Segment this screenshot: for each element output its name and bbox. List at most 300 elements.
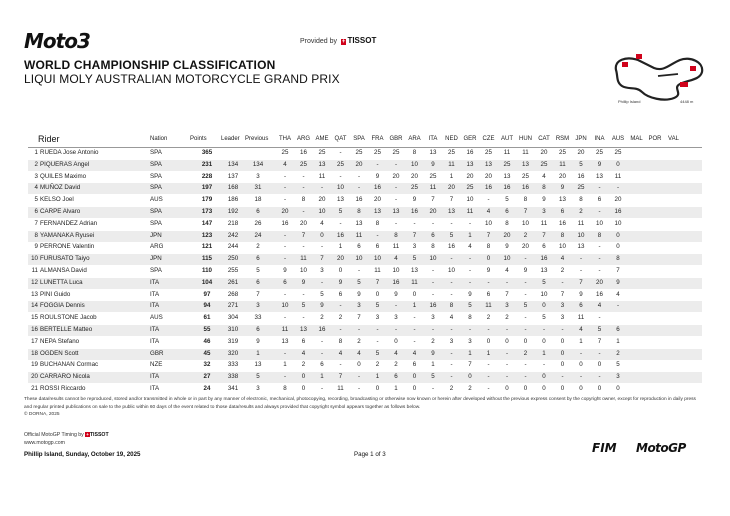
race-points-cell: 10 (374, 255, 381, 263)
race-points-cell: 4 (542, 172, 546, 180)
race-points-cell: 6 (597, 196, 602, 204)
race-points-cell: - (413, 337, 416, 345)
race-points-cell: - (283, 184, 287, 192)
column-race: POR (648, 136, 662, 142)
race-points-cell: 25 (392, 149, 400, 156)
race-points-cell: 0 (597, 385, 602, 392)
race-points-cell: 16 (448, 243, 455, 251)
race-points-cell: 10 (318, 208, 326, 215)
race-points-cell: 3 (468, 337, 472, 345)
race-points-cell: - (505, 373, 509, 381)
column-race: ITA (428, 136, 438, 142)
race-points-cell: - (487, 196, 490, 204)
rider-name-cell: OGDEN Scott (40, 349, 79, 357)
race-points-cell: 25 (503, 160, 511, 168)
race-points-cell: 8 (523, 196, 528, 204)
race-points-cell: 11 (540, 219, 548, 227)
race-points-cell: 11 (337, 385, 344, 392)
leader-gap-cell: 304 (227, 314, 239, 322)
race-points-cell: 11 (577, 314, 585, 322)
page-number: Page 1 of 3 (354, 451, 386, 458)
race-points-cell: 1 (338, 243, 343, 251)
race-points-cell: - (598, 243, 601, 251)
race-points-cell: 3 (394, 314, 398, 322)
race-points-cell: 9 (431, 349, 435, 357)
race-points-cell: 4 (597, 302, 602, 310)
leader-gap-cell: 137 (227, 172, 239, 180)
race-points-cell: 0 (412, 290, 417, 298)
race-points-cell: 8 (449, 302, 454, 310)
race-points-cell: - (524, 314, 527, 322)
points-cell: 55 (203, 326, 211, 333)
race-points-cell: 8 (597, 231, 602, 239)
race-points-cell: 16 (559, 219, 566, 227)
position-cell: 5 (34, 196, 38, 204)
race-points-cell: - (283, 290, 287, 298)
race-points-cell: 5 (449, 231, 454, 239)
race-points-cell: - (320, 337, 324, 345)
race-points-cell: 25 (281, 149, 289, 156)
disclaimer (24, 396, 696, 419)
race-points-cell: 0 (560, 349, 565, 357)
race-points-cell: 2 (523, 349, 528, 357)
race-points-cell: 10 (355, 255, 363, 263)
race-points-cell: 20 (337, 255, 344, 263)
race-points-cell: 9 (523, 267, 528, 274)
track-name: Phillip Island (618, 99, 641, 104)
rider-name-cell: FURUSATO Taiyo (40, 255, 90, 263)
table-row (28, 290, 702, 301)
race-points-cell: - (487, 361, 490, 369)
race-points-cell: 11 (392, 243, 400, 251)
column-race: THA (279, 136, 291, 142)
column-race: GER (463, 136, 477, 142)
race-points-cell: 13 (466, 160, 474, 168)
table-row (28, 337, 702, 348)
race-points-cell: 6 (357, 243, 361, 251)
race-points-cell: 5 (412, 255, 417, 263)
previous-gap-cell: 13 (254, 361, 262, 369)
swiss-cross-icon: + (86, 432, 89, 437)
race-points-cell: 9 (542, 196, 546, 204)
race-points-cell: - (283, 196, 287, 204)
race-points-cell: 9 (338, 278, 343, 286)
table-row (28, 349, 702, 360)
column-race: CZE (482, 136, 495, 142)
leader-gap-cell: 341 (227, 385, 239, 392)
race-points-cell: 0 (616, 385, 620, 392)
race-points-cell: 5 (616, 361, 620, 369)
position-cell: 8 (34, 231, 38, 239)
race-points-cell: 5 (357, 278, 361, 286)
race-points-cell: - (579, 373, 583, 381)
race-points-cell: 4 (449, 314, 454, 322)
race-points-cell: 7 (320, 255, 324, 263)
race-points-cell: 11 (429, 184, 437, 192)
race-points-cell: 20 (448, 184, 455, 192)
race-points-cell: - (450, 255, 453, 263)
race-points-cell: 5 (523, 302, 528, 310)
leader-gap-cell: 310 (227, 326, 239, 333)
sector-marker (622, 62, 628, 67)
race-points-cell: - (431, 326, 435, 333)
race-points-cell: - (283, 172, 287, 180)
race-points-cell: - (283, 231, 287, 239)
location-date: Phillip Island, Sunday, October 19, 2025 (24, 451, 141, 458)
points-cell: 46 (203, 337, 211, 345)
rider-name-cell: CARPE Alvaro (40, 208, 81, 215)
race-points-cell: 9 (579, 290, 583, 298)
race-points-cell: 16 (318, 326, 326, 333)
position-cell: 7 (34, 219, 38, 227)
column-race: NED (445, 136, 458, 142)
fim-logo: FIM (592, 441, 617, 455)
swiss-cross-icon: + (341, 39, 346, 45)
race-points-cell: - (302, 184, 305, 192)
race-points-cell: 3 (357, 302, 361, 310)
race-points-cell: 0 (560, 385, 565, 392)
table-row (28, 219, 702, 230)
race-points-cell: - (376, 231, 379, 239)
race-points-cell: 10 (448, 267, 455, 274)
race-points-cell: 16 (485, 184, 492, 192)
race-points-cell: 11 (577, 219, 585, 227)
race-points-cell: - (524, 361, 527, 369)
race-points-cell: 4 (560, 255, 565, 263)
race-points-cell: - (339, 326, 342, 333)
nation-cell: SPA (150, 208, 162, 215)
table-row (28, 266, 702, 277)
race-points-cell: 5 (542, 278, 546, 286)
race-points-cell: 25 (448, 149, 455, 156)
table-row (28, 231, 702, 242)
race-points-cell: 6 (394, 373, 398, 381)
race-points-cell: 2 (301, 361, 306, 369)
race-points-cell: 2 (616, 349, 620, 357)
race-points-cell: 1 (394, 385, 398, 392)
race-points-cell: 0 (597, 361, 602, 369)
previous-gap-cell: 6 (256, 208, 260, 215)
previous-gap-cell: 24 (254, 231, 262, 239)
race-points-cell: 13 (411, 267, 418, 274)
race-points-cell: - (394, 219, 398, 227)
points-cell: 97 (203, 290, 211, 298)
rider-name-cell: LUNETTA Luca (40, 278, 83, 286)
race-points-cell: 25 (300, 160, 307, 168)
race-points-cell: 0 (616, 243, 620, 251)
nation-cell: SPA (150, 160, 162, 168)
column-race: AUS (611, 136, 625, 142)
race-points-cell: 1 (468, 349, 472, 357)
race-points-cell: - (431, 290, 435, 298)
motogp-logo: MotoGP (636, 441, 686, 455)
nation-cell: JPN (150, 255, 162, 263)
race-points-cell: 0 (320, 231, 324, 239)
race-points-cell: 1 (616, 337, 620, 345)
race-points-cell: - (320, 243, 324, 251)
tissot-text: TISSOT (347, 36, 377, 45)
race-points-cell: 9 (412, 196, 417, 204)
race-points-cell: 25 (540, 160, 548, 168)
race-points-cell: 5 (338, 208, 343, 215)
points-cell: 24 (203, 385, 211, 392)
race-points-cell: - (320, 184, 324, 192)
position-cell: 13 (31, 290, 38, 298)
table-row (28, 160, 702, 171)
website-link[interactable]: www.motogp.com (24, 440, 65, 446)
race-points-cell: 16 (614, 208, 622, 215)
column-race: RSM (555, 136, 570, 142)
race-points-cell: 13 (337, 196, 344, 204)
race-points-cell: 9 (560, 184, 565, 192)
leader-gap-cell: 271 (227, 302, 239, 310)
race-points-cell: 10 (281, 302, 289, 310)
race-points-cell: 10 (577, 231, 585, 239)
race-points-cell: - (542, 361, 546, 369)
column-race: AUT (501, 136, 513, 142)
race-points-cell: - (487, 373, 490, 381)
previous-gap-cell: 18 (254, 196, 262, 204)
race-points-cell: 20 (596, 278, 603, 286)
race-points-cell: 2 (320, 314, 324, 322)
previous-gap-cell: 5 (256, 373, 260, 381)
race-points-cell: - (561, 326, 564, 333)
race-points-cell: 10 (522, 219, 529, 227)
rider-name-cell: ALMANSA David (40, 267, 87, 274)
race-points-cell: 11 (485, 302, 492, 310)
race-points-cell: 2 (357, 337, 361, 345)
column-race: INA (594, 136, 605, 142)
rider-name-cell: QUILES Maximo (40, 172, 87, 180)
rider-name-cell: ROSSI Riccardo (40, 385, 86, 392)
race-points-cell: 16 (540, 255, 548, 263)
race-points-cell: 8 (542, 184, 546, 192)
rider-name-cell: FOGGIA Dennis (40, 302, 85, 310)
race-points-cell: 6 (431, 231, 435, 239)
race-points-cell: 13 (522, 160, 529, 168)
nation-cell: ITA (150, 302, 160, 310)
column-race: GBR (389, 136, 403, 142)
race-points-cell: - (524, 373, 527, 381)
race-points-cell: - (579, 255, 583, 263)
race-points-cell: 9 (486, 267, 491, 274)
race-points-cell: 25 (485, 149, 492, 156)
column-race: SPA (353, 136, 365, 142)
race-points-cell: - (468, 267, 472, 274)
race-points-cell: 10 (300, 267, 307, 274)
race-points-cell: 13 (374, 208, 381, 215)
race-points-cell: 0 (412, 385, 417, 392)
track-length: 4448 m (680, 99, 694, 104)
race-points-cell: - (561, 278, 564, 286)
race-points-cell: 11 (522, 149, 529, 156)
leader-gap-cell: 168 (227, 184, 239, 192)
race-points-cell: 6 (320, 361, 324, 369)
leader-gap-cell: 242 (227, 231, 239, 239)
race-points-cell: - (302, 243, 305, 251)
race-points-cell: 4 (283, 160, 287, 168)
race-points-cell: 0 (560, 361, 565, 369)
race-points-cell: 10 (466, 196, 474, 204)
sector-marker (636, 54, 642, 59)
race-points-cell: 2 (486, 314, 491, 322)
column-race: AME (315, 136, 329, 142)
race-points-cell: - (598, 184, 601, 192)
race-points-cell: - (357, 385, 361, 392)
leader-gap-cell: 186 (227, 196, 239, 204)
race-points-cell: 20 (540, 149, 548, 156)
race-points-cell: - (413, 314, 416, 322)
race-points-cell: 0 (486, 337, 491, 345)
race-points-cell: 0 (505, 337, 509, 345)
race-points-cell: 9 (283, 267, 287, 274)
race-points-cell: 16 (466, 149, 474, 156)
race-points-cell: 16 (522, 184, 529, 192)
race-points-cell: 8 (375, 219, 380, 227)
table-row (28, 195, 702, 206)
race-points-cell: 5 (375, 349, 380, 357)
race-points-cell: - (542, 326, 546, 333)
race-points-cell: 7 (301, 231, 306, 239)
race-points-cell: 11 (300, 255, 307, 263)
race-points-cell: 11 (559, 160, 566, 168)
leader-gap-cell: 250 (227, 255, 239, 263)
race-points-cell: - (450, 349, 453, 357)
race-points-cell: 16 (411, 208, 418, 215)
race-points-cell: 2 (523, 231, 528, 239)
race-points-cell: - (302, 290, 305, 298)
race-points-cell: 16 (596, 290, 603, 298)
race-points-cell: - (283, 255, 287, 263)
race-points-cell: 9 (505, 243, 509, 251)
leader-gap-cell: 244 (227, 243, 239, 251)
race-points-cell: - (339, 172, 342, 180)
race-points-cell: 25 (318, 149, 326, 156)
race-points-cell: 8 (616, 255, 620, 263)
race-points-cell: 7 (449, 196, 454, 204)
race-points-cell: 7 (616, 267, 620, 274)
race-points-cell: 4 (616, 290, 620, 298)
column-race: ARA (408, 136, 421, 142)
leader-gap-cell: 192 (227, 208, 239, 215)
race-points-cell: - (339, 302, 342, 310)
race-points-cell: 9 (468, 290, 472, 298)
race-points-cell: 2 (560, 267, 565, 274)
previous-gap-cell: 134 (252, 160, 264, 168)
race-points-cell: 13 (540, 267, 548, 274)
race-points-cell: 20 (355, 160, 363, 168)
previous-gap-cell: 1 (256, 349, 260, 357)
race-points-cell: 2 (505, 314, 509, 322)
race-points-cell: 5 (542, 314, 546, 322)
race-points-cell: 9 (375, 172, 380, 180)
race-points-cell: - (505, 326, 509, 333)
nation-cell: SPA (150, 219, 162, 227)
race-points-cell: - (487, 385, 490, 392)
race-points-cell: 1 (449, 172, 454, 180)
race-points-cell: 1 (579, 337, 583, 345)
table-row (28, 313, 702, 324)
points-cell: 197 (201, 184, 213, 192)
tissot-small-logo (85, 432, 108, 438)
race-points-cell: 25 (522, 172, 529, 180)
race-points-cell: 0 (579, 361, 583, 369)
race-points-cell: 6 (542, 243, 546, 251)
race-points-cell: 25 (559, 149, 566, 156)
race-points-cell: 20 (374, 196, 381, 204)
previous-gap-cell: 3 (256, 385, 260, 392)
position-cell: 12 (31, 278, 38, 286)
rider-name-cell: YAMANAKA Ryusei (40, 231, 95, 239)
column-race: VAL (668, 136, 679, 142)
race-points-cell: - (413, 219, 416, 227)
points-cell: 173 (201, 208, 213, 215)
previous-gap-cell: 33 (254, 314, 262, 322)
column-rider: Rider (38, 134, 60, 144)
points-cell: 123 (201, 231, 213, 239)
race-points-cell: 20 (392, 172, 400, 180)
race-points-cell: 16 (577, 172, 585, 180)
finish-line-marker (680, 82, 688, 87)
race-points-cell: 0 (560, 337, 565, 345)
race-points-cell: - (487, 278, 490, 286)
race-points-cell: 3 (375, 314, 380, 322)
column-race: QAT (334, 136, 347, 142)
race-points-cell: 0 (375, 385, 380, 392)
rider-name-cell: BERTELLE Matteo (40, 326, 93, 333)
previous-gap-cell: 6 (256, 255, 260, 263)
column-race: CAT (538, 136, 550, 142)
nation-cell: ITA (150, 373, 160, 381)
rider-name-cell: PIQUERAS Angel (40, 160, 90, 168)
points-cell: 27 (203, 373, 211, 381)
race-points-cell: - (616, 184, 620, 192)
race-points-cell: - (283, 243, 287, 251)
position-cell: 18 (31, 349, 38, 357)
race-points-cell: 20 (411, 172, 418, 180)
race-points-cell: 5 (301, 302, 306, 310)
race-points-cell: 7 (597, 337, 602, 345)
nation-cell: SPA (150, 172, 162, 180)
race-points-cell: 11 (448, 160, 455, 168)
rider-name-cell: ROULSTONE Jacob (40, 314, 97, 322)
rider-name-cell: MUÑOZ David (40, 184, 81, 192)
race-points-cell: 20 (559, 172, 566, 180)
race-points-cell: - (524, 255, 527, 263)
race-points-cell: 3 (449, 337, 454, 345)
rider-name-cell: FERNANDEZ Adrian (40, 219, 98, 227)
race-points-cell: - (505, 349, 509, 357)
column-previous: Previous (245, 136, 269, 142)
race-points-cell: 4 (579, 326, 583, 333)
race-points-cell: 20 (577, 149, 585, 156)
race-points-cell: 5 (431, 373, 435, 381)
race-points-cell: 0 (301, 385, 306, 392)
race-points-cell: - (376, 337, 379, 345)
race-points-cell: 20 (614, 196, 622, 204)
race-points-cell: 6 (375, 243, 380, 251)
event-subtitle: LIQUI MOLY AUSTRALIAN MOTORCYCLE GRAND PRIX (24, 72, 340, 86)
leader-gap-cell: 261 (227, 278, 239, 286)
previous-gap-cell: 7 (256, 290, 260, 298)
race-points-cell: 4 (486, 208, 491, 215)
provided-by (300, 36, 376, 45)
column-race: MAL (630, 136, 643, 142)
race-points-cell: 25 (429, 172, 437, 180)
race-points-cell: 1 (283, 361, 287, 369)
race-points-cell: - (302, 172, 305, 180)
race-points-cell: 9 (394, 290, 398, 298)
